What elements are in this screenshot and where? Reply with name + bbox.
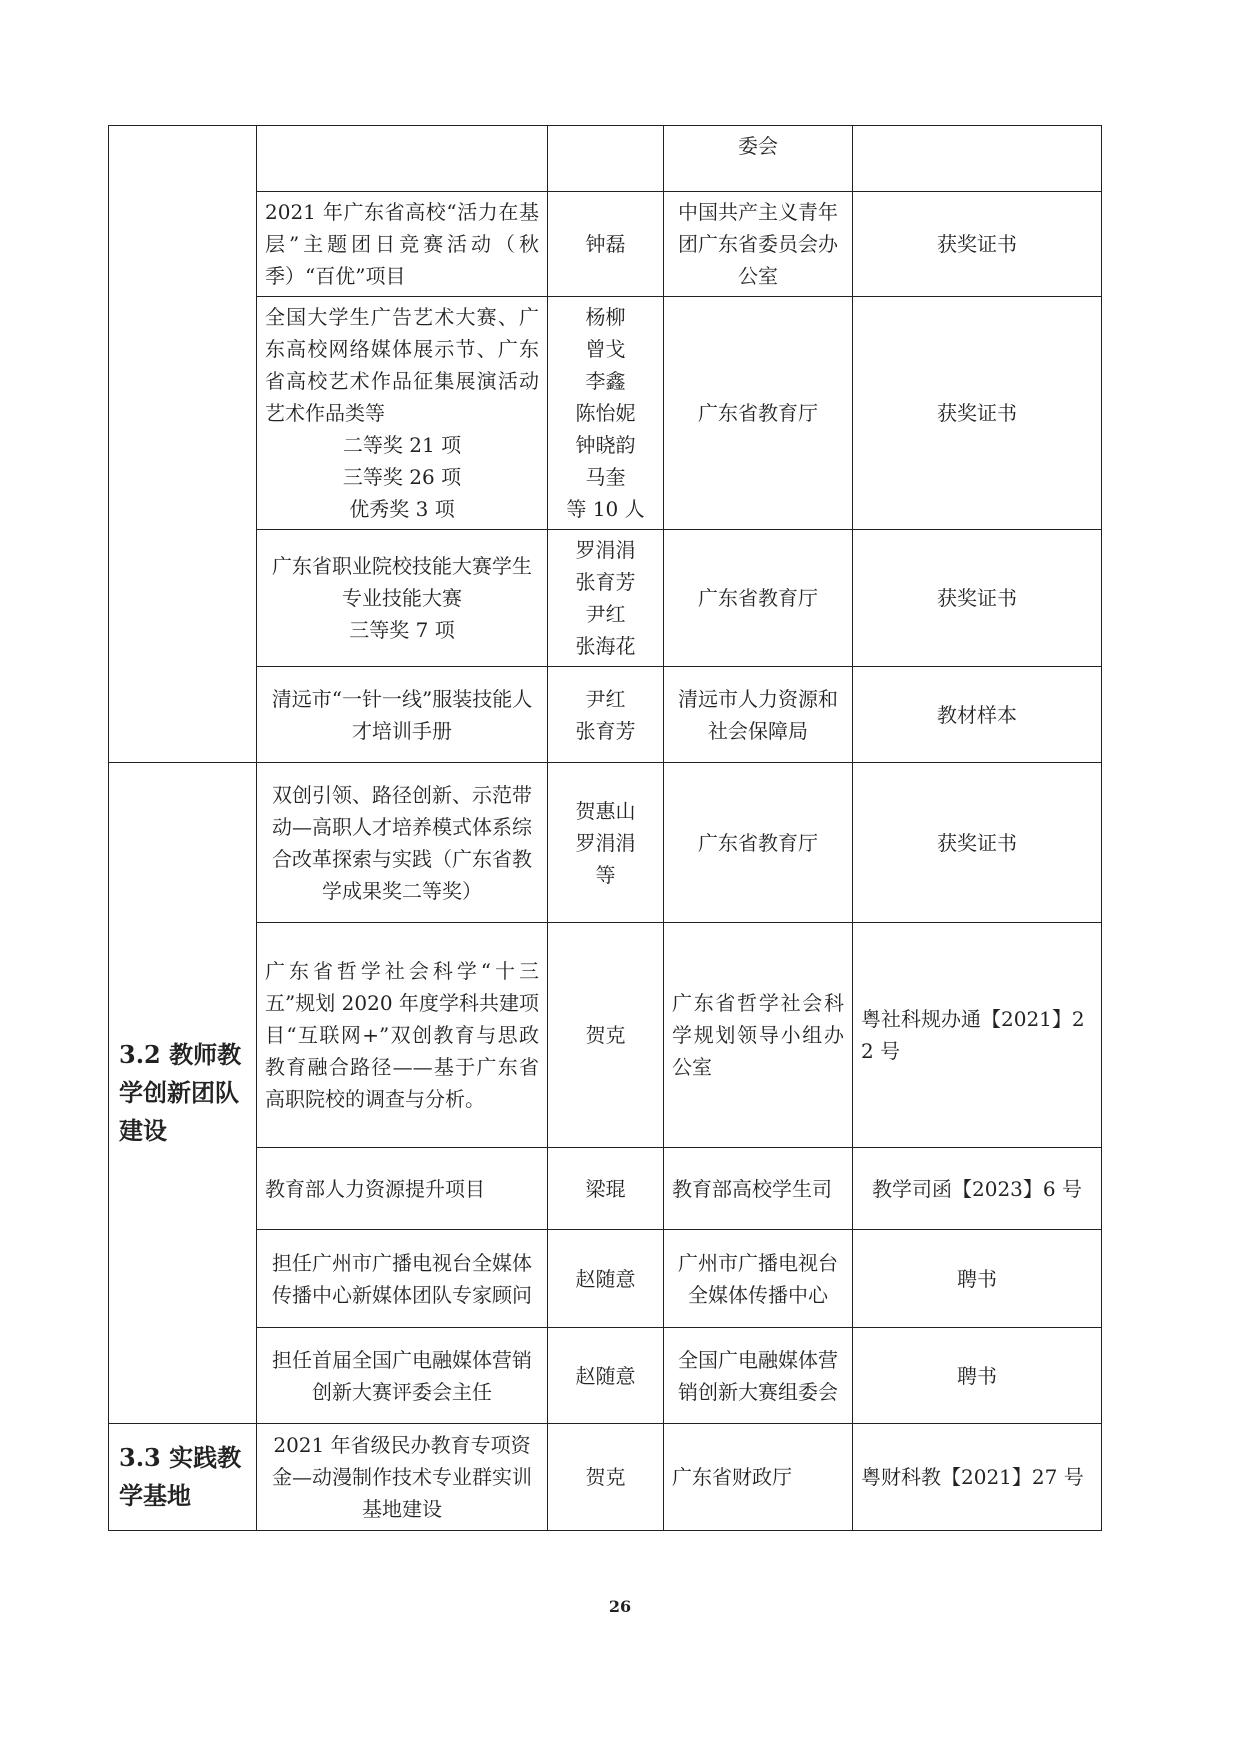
people-cell bbox=[548, 530, 664, 667]
proof-text: 粤财科教【2021】27 号 bbox=[861, 1465, 1084, 1489]
table-row bbox=[109, 1424, 1102, 1531]
issuer-text: 全国广电融媒体营销创新大赛组委会 bbox=[678, 1347, 838, 1404]
person-name: 罗涓涓 bbox=[575, 830, 636, 855]
item-cell bbox=[257, 126, 548, 192]
item-text: 广东省职业院校技能大赛学生专业技能大赛 bbox=[272, 554, 532, 610]
issuer-text: 委会 bbox=[738, 134, 778, 158]
issuer-text: 教育部高校学生司 bbox=[672, 1176, 832, 1201]
proof-text: 获奖证书 bbox=[937, 232, 1017, 256]
issuer-text: 广东省教育厅 bbox=[698, 830, 818, 855]
issuer-cell bbox=[664, 126, 853, 192]
issuer-text: 广东省财政厅 bbox=[672, 1465, 792, 1489]
award-line: 三等奖 26 项 bbox=[342, 465, 462, 489]
item-cell bbox=[257, 667, 548, 763]
table-row bbox=[109, 763, 1102, 923]
people-cell bbox=[548, 192, 664, 297]
issuer-cell bbox=[664, 1328, 853, 1424]
item-text: 教育部人力资源提升项目 bbox=[265, 1176, 485, 1201]
proof-cell bbox=[853, 126, 1102, 192]
issuer-cell bbox=[664, 530, 853, 667]
person-name: 李鑫 bbox=[585, 369, 626, 393]
proof-cell bbox=[853, 530, 1102, 667]
proof-cell bbox=[853, 667, 1102, 763]
award-line: 二等奖 21 项 bbox=[342, 433, 462, 457]
award-line: 优秀奖 3 项 bbox=[349, 497, 455, 521]
item-text: 2021 年广东省高校“活力在基层”主题团日竞赛活动（秋季）“百优”项目 bbox=[265, 200, 539, 288]
table-row bbox=[109, 297, 1102, 530]
item-cell bbox=[257, 763, 548, 923]
item-text: 清远市“一针一线”服装技能人才培训手册 bbox=[271, 686, 533, 743]
proof-text: 获奖证书 bbox=[937, 401, 1017, 425]
issuer-text: 清远市人力资源和社会保障局 bbox=[678, 686, 838, 743]
person-name: 钟晓韵 bbox=[575, 433, 636, 457]
table-row bbox=[109, 923, 1102, 1148]
proof-cell bbox=[853, 1424, 1102, 1531]
people-cell bbox=[548, 923, 664, 1148]
person-name: 尹红 bbox=[585, 602, 626, 626]
issuer-cell bbox=[664, 1230, 853, 1328]
table-row bbox=[109, 1328, 1102, 1424]
proof-text: 获奖证书 bbox=[937, 830, 1017, 855]
achievements-table bbox=[108, 125, 1102, 1531]
item-cell bbox=[257, 1230, 548, 1328]
person-name: 等 bbox=[595, 862, 616, 887]
person-name: 钟磊 bbox=[585, 232, 626, 256]
item-text: 全国大学生广告艺术大赛、广东高校网络媒体展示节、广东省高校艺术作品征集展演活动艺术作品类等 bbox=[265, 305, 539, 425]
issuer-text: 广东省哲学社会科学规划领导小组办公室 bbox=[672, 991, 844, 1079]
table-row bbox=[109, 126, 1102, 192]
issuer-cell bbox=[664, 1424, 853, 1531]
person-name: 等 10 人 bbox=[566, 497, 645, 521]
section-title: 3.3 实践教学基地 bbox=[119, 1443, 242, 1510]
item-text: 担任首届全国广电融媒体营销创新大赛评委会主任 bbox=[272, 1347, 532, 1404]
person-name: 张育芳 bbox=[575, 718, 636, 743]
proof-cell bbox=[853, 763, 1102, 923]
person-name: 赵随意 bbox=[575, 1363, 636, 1388]
proof-text: 教学司函【2023】6 号 bbox=[872, 1176, 1082, 1201]
issuer-cell bbox=[664, 297, 853, 530]
award-line: 三等奖 7 项 bbox=[349, 618, 455, 642]
person-name: 陈怡妮 bbox=[575, 401, 636, 425]
proof-text: 获奖证书 bbox=[937, 586, 1017, 610]
proof-cell bbox=[853, 923, 1102, 1148]
proof-text: 粤社科规办通【2021】22 号 bbox=[861, 1007, 1085, 1063]
person-name: 贺克 bbox=[585, 1023, 626, 1047]
section-label-3-3 bbox=[109, 1424, 257, 1531]
issuer-text: 广东省教育厅 bbox=[698, 586, 818, 610]
person-name: 贺克 bbox=[585, 1465, 626, 1489]
table-row bbox=[109, 192, 1102, 297]
item-cell bbox=[257, 530, 548, 667]
proof-text: 聘书 bbox=[957, 1266, 997, 1291]
section-label-3-2 bbox=[109, 763, 257, 1424]
proof-cell bbox=[853, 1148, 1102, 1230]
item-text: 双创引领、路径创新、示范带动—高职人才培养模式体系综合改革探索与实践（广东省教学成果奖二等奖） bbox=[272, 782, 532, 903]
person-name: 罗涓涓 bbox=[575, 538, 636, 562]
section-title: 3.2 教师教学创新团队建设 bbox=[119, 1040, 242, 1145]
issuer-cell bbox=[664, 667, 853, 763]
issuer-text: 广州市广播电视台全媒体传播中心 bbox=[678, 1250, 838, 1307]
table-row bbox=[109, 1148, 1102, 1230]
proof-text: 聘书 bbox=[957, 1363, 997, 1388]
table-row bbox=[109, 530, 1102, 667]
person-name: 赵随意 bbox=[575, 1266, 636, 1291]
table-row bbox=[109, 1230, 1102, 1328]
page-number: 26 bbox=[608, 1597, 632, 1616]
issuer-cell bbox=[664, 763, 853, 923]
issuer-cell bbox=[664, 192, 853, 297]
proof-cell bbox=[853, 1230, 1102, 1328]
people-cell bbox=[548, 297, 664, 530]
item-text: 担任广州市广播电视台全媒体传播中心新媒体团队专家顾问 bbox=[272, 1250, 532, 1307]
section-cell-continued bbox=[109, 126, 257, 763]
people-cell bbox=[548, 763, 664, 923]
person-name: 梁琨 bbox=[585, 1176, 626, 1201]
item-cell bbox=[257, 1148, 548, 1230]
item-cell bbox=[257, 297, 548, 530]
issuer-cell bbox=[664, 923, 853, 1148]
people-cell bbox=[548, 1230, 664, 1328]
people-cell bbox=[548, 667, 664, 763]
item-text: 2021 年省级民办教育专项资金—动漫制作技术专业群实训基地建设 bbox=[272, 1433, 532, 1521]
table-row bbox=[109, 667, 1102, 763]
proof-cell bbox=[853, 192, 1102, 297]
item-cell bbox=[257, 1328, 548, 1424]
people-cell bbox=[548, 1424, 664, 1531]
people-cell bbox=[548, 1328, 664, 1424]
proof-cell bbox=[853, 1328, 1102, 1424]
people-cell bbox=[548, 126, 664, 192]
item-text: 广东省哲学社会科学“十三五”规划 2020 年度学科共建项目“互联网+”双创教育与思政教育融合路径——基于广东省高职院校的调查与分析。 bbox=[265, 959, 539, 1111]
item-cell bbox=[257, 1424, 548, 1531]
issuer-text: 广东省教育厅 bbox=[698, 401, 818, 425]
item-cell bbox=[257, 192, 548, 297]
person-name: 张海花 bbox=[575, 634, 636, 658]
person-name: 尹红 bbox=[585, 686, 626, 711]
issuer-text: 中国共产主义青年团广东省委员会办公室 bbox=[678, 200, 838, 288]
person-name: 张育芳 bbox=[575, 570, 636, 594]
person-name: 杨柳 bbox=[585, 305, 626, 329]
person-name: 曾戈 bbox=[585, 337, 626, 361]
proof-cell bbox=[853, 297, 1102, 530]
person-name: 贺惠山 bbox=[575, 798, 636, 823]
proof-text: 教材样本 bbox=[937, 702, 1017, 727]
person-name: 马奎 bbox=[585, 465, 626, 489]
item-cell bbox=[257, 923, 548, 1148]
people-cell bbox=[548, 1148, 664, 1230]
issuer-cell bbox=[664, 1148, 853, 1230]
